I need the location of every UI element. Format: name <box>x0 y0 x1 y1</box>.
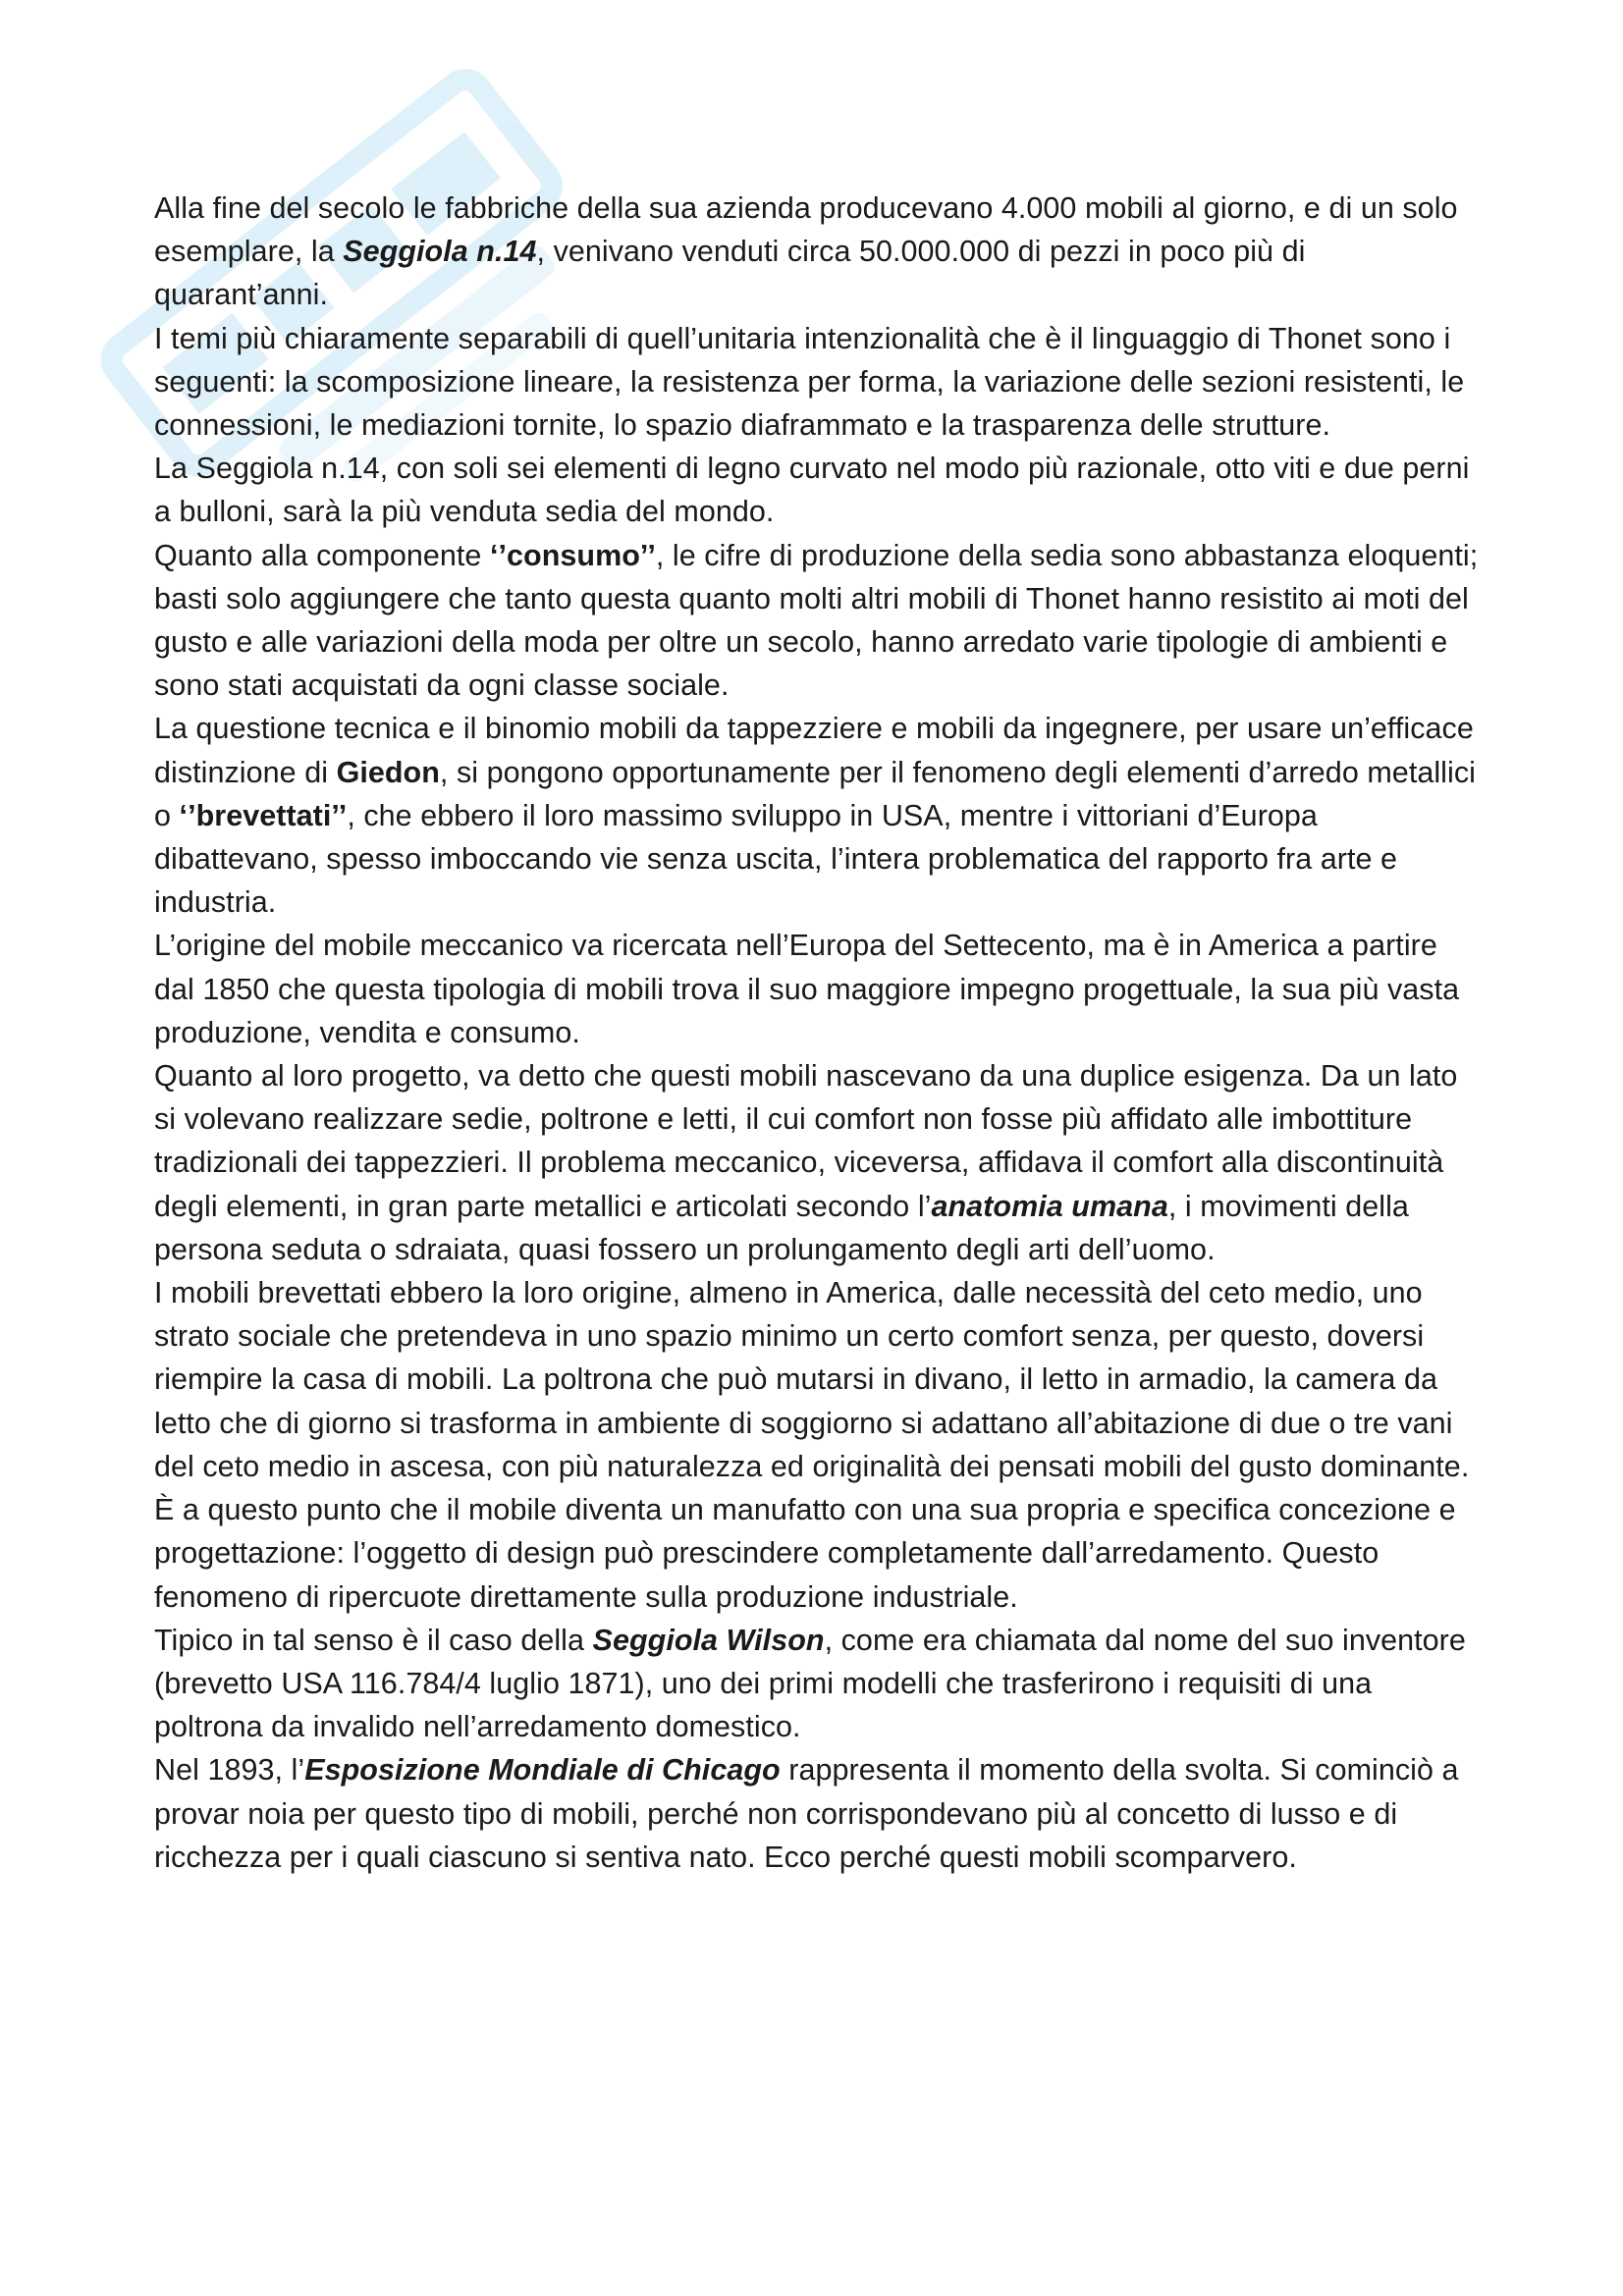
paragraph <box>154 1271 1480 1488</box>
paragraph-text: , che ebbero il loro massimo sviluppo in USA, mentre i vittoriani d’Europa dibattevano, spesso imboccando vie senza uscita, l’intera problematica del rapporto fra arte e industria. <box>154 798 1398 920</box>
paragraph-text: , si pongono opportunamente per il fenomeno degli elementi d’arredo metallici o <box>154 755 1476 832</box>
paragraph-text: , venivano venduti circa 50.000.000 di pezzi in poco più di quarant’anni. <box>154 235 1306 312</box>
paragraph-text: , come era chiamata dal nome del suo inventore (brevetto USA 116.784/4 luglio 1871), uno dei primi modelli che trasferirono i requisiti di una poltrona da invalido nell’arredamento domestico. <box>154 1623 1466 1744</box>
paragraph-text: Alla fine del secolo le fabbriche della sua azienda producevano 4.000 mobili al giorno, e di un solo esemplare, la <box>154 191 1458 269</box>
paragraph-text: I temi più chiaramente separabili di quell’unitaria intenzionalità che è il linguaggio di Thonet sono i seguenti: la scomposizione lineare, la resistenza per forma, la variazione delle sezioni resistenti, le connessioni, le mediazioni tornite, lo spazio diaframmato e la trasparenza delle strutture. <box>154 321 1465 443</box>
paragraph-text: Quanto alla componente <box>154 538 490 572</box>
paragraph <box>154 707 1480 924</box>
paragraph-text: La Seggiola n.14, con soli sei elementi di legno curvato nel modo più razionale, otto viti e due perni a bulloni, sarà la più venduta sedia del mondo. <box>154 452 1470 529</box>
emphasized-text: ‘’consumo’’ <box>489 538 656 572</box>
paragraph <box>154 924 1480 1054</box>
paragraph-text: rappresenta il momento della svolta. Si cominciò a provar noia per questo tipo di mobili, perché non corrispondevano più al concetto di lusso e di ricchezza per i quali ciascuno si sentiva nato. Ecco perché questi mobili scomparvero. <box>154 1753 1459 1874</box>
emphasized-text: Seggiola Wilson <box>592 1623 825 1657</box>
document-body <box>154 187 1480 1879</box>
paragraph-text: Nel 1893, l’ <box>154 1753 305 1788</box>
paragraph <box>154 1748 1480 1879</box>
emphasized-text: ‘’brevettati’’ <box>179 798 348 832</box>
paragraph-text: L’origine del mobile meccanico va ricercata nell’Europa del Settecento, ma è in America a partire dal 1850 che questa tipologia di mobili trova il suo maggiore impegno progettuale, la sua più vasta produzione, vendita e consumo. <box>154 929 1460 1049</box>
emphasized-text: anatomia umana <box>931 1189 1168 1223</box>
paragraph <box>154 534 1480 708</box>
paragraph <box>154 1488 1480 1619</box>
paragraph <box>154 187 1480 317</box>
paragraph <box>154 1054 1480 1271</box>
emphasized-text: Giedon <box>336 755 440 789</box>
emphasized-text: Seggiola n.14 <box>343 235 537 269</box>
paragraph <box>154 317 1480 448</box>
paragraph-text: È a questo punto che il mobile diventa un manufatto con una sua propria e specifica concezione e progettazione: l’oggetto di design può prescindere completamente dall’arredamento. Questo fenomeno di ripercuote direttamente sulla produzione industriale. <box>154 1493 1456 1614</box>
paragraph-text: , le cifre di produzione della sedia sono abbastanza eloquenti; basti solo aggiungere che tanto questa quanto molti altri mobili di Thonet hanno resistito ai moti del gusto e alle variazioni della moda per oltre un secolo, hanno arredato varie tipologie di ambienti e sono stati acquistati da ogni classe sociale. <box>154 538 1479 703</box>
paragraph-text: Tipico in tal senso è il caso della <box>154 1623 593 1657</box>
paragraph-text: I mobili brevettati ebbero la loro origine, almeno in America, dalle necessità del ceto medio, uno strato sociale che pretendeva in uno spazio minimo un certo comfort senza, per questo, doversi riempire la casa di mobili. La poltrona che può mutarsi in divano, il letto in armadio, la camera da letto che di giorno si trasforma in ambiente di soggiorno si adattano all’abitazione di due o tre vani del ceto medio in ascesa, con più naturalezza ed originalità dei pensati mobili del gusto dominante. <box>154 1276 1470 1483</box>
paragraph <box>154 1619 1480 1749</box>
paragraph-text: La questione tecnica e il binomio mobili da tappezziere e mobili da ingegnere, per usare un’efficace distinzione di <box>154 712 1474 789</box>
paragraph-text: Quanto al loro progetto, va detto che questi mobili nascevano da una duplice esigenza. Da un lato si volevano realizzare sedie, poltrone e letti, il cui comfort non fosse più affidato alle imbottiture tradizionali dei tappezzieri. Il problema meccanico, viceversa, affidava il comfort alla discontinuità degli elementi, in gran parte metallici e articolati secondo l’ <box>154 1059 1458 1223</box>
paragraph <box>154 447 1480 533</box>
paragraph-text: , i movimenti della persona seduta o sdraiata, quasi fossero un prolungamento degli arti dell’uomo. <box>154 1189 1409 1266</box>
emphasized-text: Esposizione Mondiale di Chicago <box>304 1753 781 1788</box>
